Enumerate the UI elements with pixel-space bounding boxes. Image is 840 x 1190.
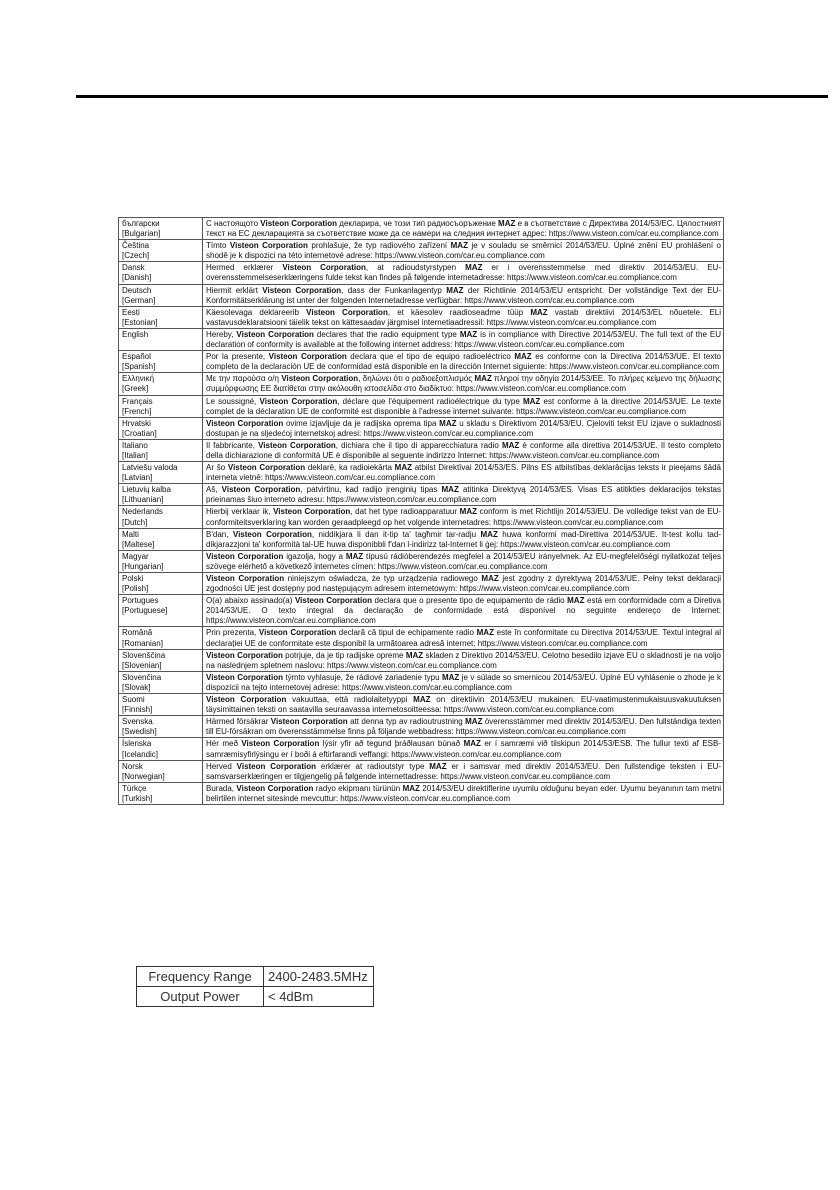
declaration-text: Le soussigné, Visteon Corporation, déclare que l'équipement radioélectrique du type MAZ est conforme à la directive 2014/53/UE. Le texte complet de la déclaration UE de conformité est disponible à l'adresse internet suivante: https://www.visteon.com/car.eu.compliance.com [203,395,724,417]
language-name: Malti [122,529,139,539]
language-name: Eesti [122,307,140,317]
language-name: Svenska [122,717,153,727]
declaration-row [119,649,724,671]
language-english-name: [German] [122,295,156,305]
spec-row-power [137,987,374,1007]
declaration-row [119,627,724,649]
language-cell [119,306,203,328]
declaration-text: Burada, Visteon Corporation radyo ekipmanı türünün MAZ 2014/53/EU direktiflerine uyumlu olduğunu beyan eder. Uyumu beyanının tam metni belirtilen internet sitesinde mevcuttur: https://www.visteon.com/car.eu.compliance.com [203,782,724,804]
declaration-row [119,328,724,350]
declaration-row [119,506,724,528]
language-english-name: [Latvian] [122,473,153,483]
language-english-name: [Finnish] [122,705,153,715]
declaration-text: O(a) abaixo assinado(a) Visteon Corporation declara que o presente tipo de equipamento de rádio MAZ está em conformidade com a Diretiva 2014/53/UE. O texto integral da declaração de conformidade está disponível no seguinte endereço de Internet: https://www.visteon.com/car.eu.compliance.com [203,595,724,627]
language-name: Čeština [122,241,150,251]
language-name: Latviešu valoda [122,463,178,473]
language-english-name: [Hungarian] [122,561,164,571]
language-cell [119,595,203,627]
declaration-row [119,782,724,804]
language-english-name: [Dutch] [122,517,148,527]
declaration-row [119,284,724,306]
language-name: Dansk [122,263,145,273]
language-english-name: [Croatian] [122,428,157,438]
output-power-label: Output Power [137,987,264,1007]
declaration-text: Με την παρούσα ο/η Visteon Corporation, δηλώνει ότι ο ραδιοεξοπλισμός MAZ πληροί την οδηγία 2014/53/ΕΕ. Το πλήρες κείμενο της δήλωσης συμμόρφωσης ΕΕ διατίθεται στην ακόλουθη ιστοσελίδα στο διαδίκτυο: https://www.visteon.com/car.eu.compliance.com [203,373,724,395]
language-english-name: [Slovak] [122,682,151,692]
language-name: Hrvatski [122,418,151,428]
declaration-row [119,351,724,373]
language-english-name: [Spanish] [122,362,156,372]
language-name: Ελληνική [122,374,155,384]
frequency-range-value: 2400-2483.5MHz [264,967,374,987]
language-english-name: [Swedish] [122,727,157,737]
declaration-row [119,462,724,484]
language-english-name: [Icelandic] [122,749,159,759]
language-cell [119,439,203,461]
language-name: Polski [122,574,144,583]
language-cell [119,671,203,693]
language-cell [119,462,203,484]
declaration-text: Prin prezenta, Visteon Corporation declară că tipul de echipamente radio MAZ este în conformitate cu Directiva 2014/53/UE. Textul integral al declarației UE de conformitate este disponibil la următoarea adresă internet: https://www.visteon.com/car.eu.compliance.com [203,627,724,649]
declaration-text: Por la presente, Visteon Corporation declara que el tipo de equipo radioeléctrico MAZ es conforme con la Directiva 2014/53/UE. El texto completo de la declaración UE de conformidad está disponible en la dirección Internet siguiente: https://www.visteon.com/car.eu.compliance.com [203,351,724,373]
language-english-name: [Portuguese] [122,606,168,616]
language-name: Nederlands [122,507,163,517]
declaration-text: Hermed erklærer Visteon Corporation, at radioudstyrstypen MAZ er i overensstemmelse med direktiv 2014/53/EU. EU-overensstemmelseserklæringens fulde tekst kan findes på følgende internetadresse: https://www.visteon.com/car.eu.compliance.com [203,262,724,284]
language-english-name: [Turkish] [122,793,153,803]
language-english-name: [Lithuanian] [122,495,164,505]
declaration-text: Visteon Corporation vakuuttaa, että radiolaitetyyppi MAZ on direktiivin 2014/53/EU mukainen. EU-vaatimustenmukaisuusvakuutuksen täysimittainen teksti on saatavilla seuraavassa internetosoitteessa: https://www.visteon.com/car.eu.compliance.com [203,694,724,716]
declaration-text: Aš, Visteon Corporation, patvirtinu, kad radijo įrenginių tipas MAZ atitinka Direktyvą 2014/53/ES. Visas ES atitikties deklaracijos tekstas prieinamas šiuo interneto adresu: https://www.visteon.com/car.eu.compliance.com [203,484,724,506]
language-name: Română [122,628,153,638]
language-cell [119,782,203,804]
declaration-text: B'dan, Visteon Corporation, niddikjara li dan it-tip ta' tagħmir tar-radju MAZ huwa konformi mad-Direttiva 2014/53/UE. It-test kollu tad-dikjarazzjoni ta' konformità tal-UE huwa disponibbli f'dan l-indirizz tal-Internet li ġej: https://www.visteon.com/car.eu.compliance.com [203,528,724,550]
language-english-name: [Bulgarian] [122,229,161,239]
declaration-text: Visteon Corporation niniejszym oświadcza, że typ urządzenia radiowego MAZ jest zgodny z dyrektywą 2014/53/UE. Pełny tekst deklaracji zgodności UE jest dostępny pod następującym adresem internetowym: https://www.visteon.com/car.eu.compliance.com [203,573,724,595]
language-name: Lietuvių kalba [122,485,171,495]
declaration-row [119,240,724,262]
language-name: Suomi [122,695,145,705]
language-cell [119,716,203,738]
language-name: Français [122,396,153,406]
declaration-row [119,694,724,716]
declaration-row [119,395,724,417]
declaration-text: Il fabbricante, Visteon Corporation, dichiara che il tipo di apparecchiatura radio MAZ è conforme alla direttiva 2014/53/UE. Il testo completo della dichiarazione di conformità UE è disponibile al seguente indirizzo Internet: https://www.visteon.com/car.eu.compliance.com [203,439,724,461]
language-cell [119,506,203,528]
header-rule [76,95,828,98]
declaration-row [119,373,724,395]
language-cell [119,649,203,671]
declaration-text: Visteon Corporation potrjuje, da je tip radijske opreme MAZ skladen z Direktivo 2014/53/EU. Celotno besedilo izjave EU o skladnosti je na voljo na naslednjem spletnem naslovu: https://www.visteon.com/car.eu.compliance.com [203,649,724,671]
language-cell [119,417,203,439]
declaration-row [119,218,724,240]
language-cell [119,262,203,284]
language-cell [119,240,203,262]
language-cell [119,373,203,395]
language-name: Magyar [122,551,149,561]
language-name: Íslenska [122,739,152,749]
declaration-row [119,738,724,760]
language-english-name: [Greek] [122,384,149,394]
language-cell [119,738,203,760]
language-cell [119,694,203,716]
language-english-name: [Romanian] [122,638,163,648]
language-cell [119,760,203,782]
declaration-text: Hereby, Visteon Corporation declares that the radio equipment type MAZ is in compliance with Directive 2014/53/EU. The full text of the EU declaration of conformity is available at the following internet address: https://www.visteon.com/car.eu.compliance.com [203,328,724,350]
language-name: Portugues [122,596,159,606]
declaration-row [119,262,724,284]
language-english-name: [Italian] [122,450,148,460]
declaration-text: Hér með Visteon Corporation lýsir yfir að tegund þráðlausan búnað MAZ er í samræmi við tilskipun 2014/53/ESB. The fullur texti af ESB-samræmisyfirlýsingu er í boði á eftirfarandi veffangi: https://www.visteon.com/car.eu.compliance.com [203,738,724,760]
language-english-name: [Slovenian] [122,660,162,670]
language-name: Español [122,352,151,362]
declaration-row [119,760,724,782]
language-cell [119,284,203,306]
language-name: български [122,219,160,228]
declaration-row [119,595,724,627]
language-cell [119,484,203,506]
language-cell [119,528,203,550]
declaration-row [119,671,724,693]
language-english-name: [Danish] [122,273,152,283]
declaration-row [119,573,724,595]
specifications-table [136,966,374,1007]
language-name: Norsk [122,761,143,771]
declaration-row [119,417,724,439]
declaration-text: Hierbij verklaar ik, Visteon Corporation, dat het type radioapparatuur MAZ conform is met Richtlijn 2014/53/EU. De volledige tekst van de EU-conformiteitsverklaring kan worden geraadpleegd op het volgende internetadres: https://www.visteon.com/car.eu.compliance.com [203,506,724,528]
declaration-row [119,484,724,506]
language-english-name: [Maltese] [122,539,155,549]
declaration-row [119,439,724,461]
declaration-text: Hiermit erklärt Visteon Corporation, dass der Funkanlagentyp MAZ der Richtlinie 2014/53/EU entspricht. Der vollständige Text der EU-Konformitätserklärung ist unter der folgenden Internetadresse verfügbar: https://www.visteon.com/car.eu.compliance.com [203,284,724,306]
declaration-text: Härmed försäkrar Visteon Corporation att denna typ av radioutrustning MAZ överensstämmer med direktiv 2014/53/EU. Den fullständiga texten till EU-försäkran om överensstämmelse finns på följande webbadress: https://www.visteon.com/car.eu.compliance.com [203,716,724,738]
language-cell [119,573,203,595]
frequency-range-label: Frequency Range [137,967,264,987]
language-name: Slovenščina [122,650,166,660]
language-name: Italiano [122,440,148,450]
language-english-name: [Estonian] [122,317,158,327]
declaration-text: Tímto Visteon Corporation prohlašuje, že typ radiového zařízení MAZ je v souladu se směrnicí 2014/53/EU. Úplné znění EU prohlášení o shodě je k dispozici na této internetové adrese: https://www.visteon.com/car.eu.compliance.com [203,240,724,262]
language-cell [119,218,203,240]
declaration-table [118,217,724,805]
declaration-row [119,550,724,572]
language-name: Deutsch [122,285,152,295]
language-cell [119,395,203,417]
language-english-name: [Czech] [122,251,150,261]
language-english-name: [Norwegian] [122,771,165,781]
declaration-text: Visteon Corporation týmto vyhlasuje, že rádiové zariadenie typu MAZ je v súlade so smernicou 2014/53/EÚ. Úplné EÚ vyhlásenie o zhode je k dispozícii na tejto internetovej adrese: https://www.visteon.com/car.eu.compliance.com [203,671,724,693]
language-cell [119,627,203,649]
declaration-row [119,716,724,738]
declaration-text: Käesolevaga deklareerib Visteon Corporation, et käesolev raadioseadme tüüp MAZ vastab direktiivi 2014/53/EL nõuetele. ELi vastavusdeklaratsiooni täielik tekst on kättesaadav järgmisel internetiaadressil: https://www.visteon.com/car.eu.compliance.com [203,306,724,328]
output-power-value: < 4dBm [264,987,374,1007]
language-cell [119,351,203,373]
language-cell [119,550,203,572]
language-name: English [122,329,149,339]
language-english-name: [French] [122,406,152,416]
declaration-text: Ar šo Visteon Corporation deklarē, ka radioiekārta MAZ atbilst Direktīvai 2014/53/ES. Pilns ES atbilstības deklarācijas teksts ir pieejams šādā interneta vietnē: https://www.visteon.com/car.eu.compliance.com [203,462,724,484]
declaration-text: Visteon Corporation ovime izjavljuje da je radijska oprema tipa MAZ u skladu s Direktivom 2014/53/EU. Cjeloviti tekst EU izjave o sukladnosti dostupan je na sljedećoj internetskoj adresi: https://www.visteon.com/car.eu.compliance.com [203,417,724,439]
language-english-name: [Polish] [122,584,149,594]
spec-row-frequency [137,967,374,987]
language-name: Slovenčina [122,672,162,682]
declaration-row [119,528,724,550]
declaration-text: Visteon Corporation igazolja, hogy a MAZ típusú rádióberendezés megfelel a 2014/53/EU irányelvnek. Az EU-megfelelőségi nyilatkozat teljes szövege elérhető a következő internetes címen: https://www.visteon.com/car.eu.compliance.com [203,550,724,572]
language-name: Türkçe [122,783,147,793]
declaration-text: С настоящото Visteon Corporation декларира, че този тип радиосъоръжение MAZ е в съответствие с Директива 2014/53/ЕС. Цялостният текст на ЕС декларацията за съответствие може да се намери на следния интернет адрес: https://www.visteon.com/car.eu.compliance.com [203,218,724,240]
language-cell [119,328,203,350]
declaration-row [119,306,724,328]
declaration-table-body [119,218,724,805]
declaration-text: Herved Visteon Corporation erklærer at radioutstyr type MAZ er i samsvar med direktiv 2014/53/EU. Den fullstendige teksten i EU-samsvarserklæringen er tilgjengelig på følgende internettadresse: https://www.visteon.com/car.eu.compliance.com [203,760,724,782]
